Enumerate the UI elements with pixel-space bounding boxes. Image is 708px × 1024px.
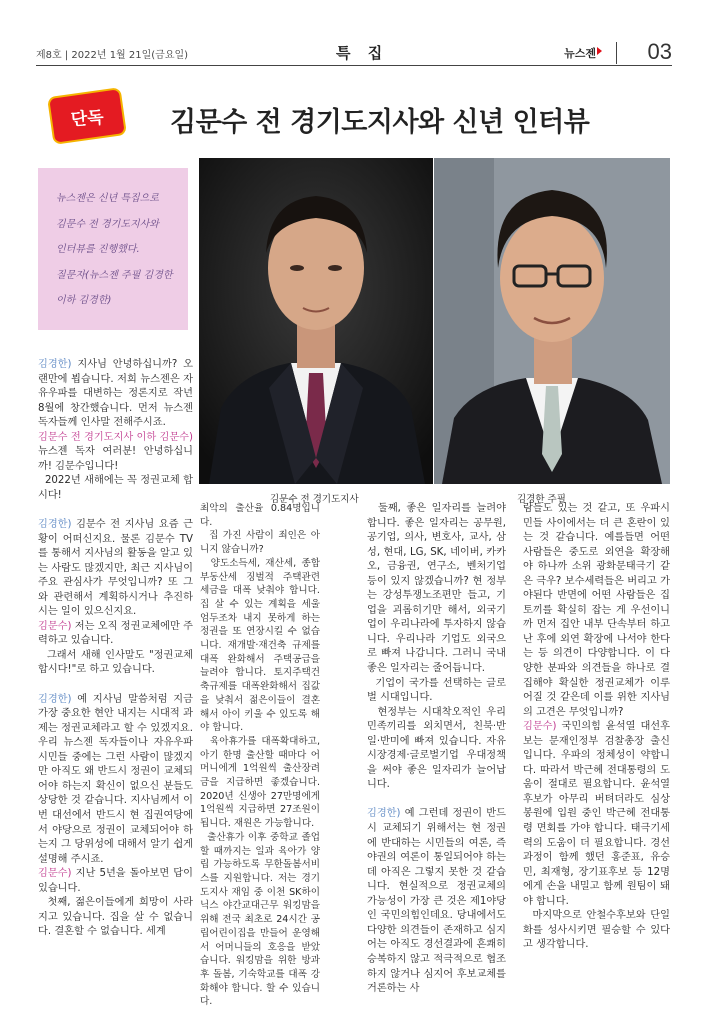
intro-box [38, 168, 188, 330]
paragraph [367, 706, 506, 793]
paragraph-text: 마지막으로 안철수후보와 단일화를 성사시키면 필승할 수 있다고 생각합니다. [523, 910, 670, 951]
paragraph-text: 람들도 있는 것 같고, 또 우파시민들 사이에서는 더 큰 혼란이 있는 것 같습니다. 예를들면 어떤 사람들은 중도로 외연을 확장해야 하나까 소위 광화문태극기 같은 극우? 보수세력들은 버리고 가야된다 반면에 어떤 사람들은 집토끼를 확실히 잡는 게 우선이니까 먼저 집안 내부 단속부터 하고난 후에 외연 확장에 나서야 한다는 등 의견이 다양합니다. 이 다양한 분파와 의견들을 하나로 결집해야 확실한 정권교체가 이루어질 것 같은데 이를 위한 지사님의 고견은 무엇입니까? [523, 503, 670, 718]
photo-kim-moonsoo [199, 158, 433, 484]
paragraph-text: 예 지사님 말씀처럼 지금 가장 중요한 현안 내지는 시대적 과제는 정권교체라고 할 수 있겠지요. 우리 뉴스젠 독자들이나 자유우파 시민들 중에는 그런 사람이 많겠지만 아직도 왜 반드시 정권이 교체되어야 하는지 확신이 없으신 분들도 상당한 것 같습니다. 지사님께서 이번 대선에서 반드시 현 집권여당에서 야당으로 정권이 교체되어야 하는지 그 당위성에 대해서 알기 쉽게 설명해 주시죠. [38, 693, 193, 865]
intro-line: 질문자(뉴스젠 주필 김경한 [56, 269, 173, 281]
paragraph [200, 831, 320, 1009]
article-column-3 [367, 502, 506, 997]
paragraph-text: 둘째, 좋은 일자리를 늘려야 합니다. 좋은 일자리는 공무원, 공기업, 의사, 변호사, 교사, 삼성, 현대, LG, SK, 네이버, 카카오, 금융권, 연구소, 벤처기업 등이 있지 않겠습니까? 현 정부는 강성투쟁노조편만 들고, 기업을 괴롭히기만 해서, 외국기업이 우리나라에 투자하지 않습니다. 우리나라 기업도 외국으로 빠져 나갑니다. 그러니 국내 좋은 일자리는 줄어듭니다. [367, 503, 506, 675]
paragraph-text: 출산휴가 이후 중학교 졸업할 때까지는 일과 육아가 양립 가능하도록 무한돌봄서비스를 지원합니다. 저는 경기도지사 재임 중 이천 SK하이닉스 야간교대근무 워킹맘을 위해 전국 최초로 24시간 공립어린이집을 만들어 운영해서 어머니들의 호응을 받았습니다. 워킹맘을 위한 방과후 돌봄, 기숙학교를 대폭 강화해야 합니다. 할 수 있습니다. [200, 831, 320, 1008]
speaker-label: 김경한) [367, 808, 401, 820]
paragraph-text: 예 그런데 정권이 반드시 교체되기 위해서는 현 정권에 반대하는 시민들의 여론, 즉 야권의 여론이 통일되어야 하는데 아직은 그렇지 못한 것 같습니다. 현실적으로 정권교체의 가능성이 가장 큰 것은 제1야당인 국민의힘인데요. 당내에서도 다양한 의견들이 존재하고 심지어는 아직도 경선결과에 흔쾌히 승복하지 않고 적극적으로 협조하지 않거나 심지어 후보교체를 거론하는 사 [367, 808, 506, 995]
speaker-label: 김문수) [38, 868, 72, 880]
speaker-label: 김경한) [38, 519, 72, 531]
paragraph-text: 첫째, 젊은이들에게 희망이 사라지고 있습니다. 집을 살 수 없습니다. 결혼할 수 없습니다. 세계 [38, 897, 193, 938]
header-divider [616, 42, 618, 64]
paragraph-text: 기업이 국가를 선택하는 글로벌 시대입니다. [367, 677, 506, 704]
page-header [36, 40, 672, 66]
paragraph [38, 693, 193, 868]
section-title: 특 집 [336, 44, 389, 62]
paragraph [523, 909, 670, 953]
paragraph [38, 649, 193, 678]
paragraph-text: 양도소득세, 재산세, 종합부동산세 징벌적 주택관련 세금을 대폭 낮춰야 합니다. 집 살 수 있는 계획을 세울 엄두조차 내지 못하게 하는 정권을 또 연장시킬 수 없습니다. 재개발·재건축 규제를 대폭 완화해서 주택공급을 늘려야 합니다. 토지주택건축규제를 대폭완화해서 집값을 낮춰서 젊은이들이 결혼해서 아이 키울 수 있도록 해야 합니다. [200, 557, 320, 734]
paragraph [523, 502, 670, 720]
paragraph-text: 육아휴가를 대폭확대하고, 아기 한명 출산할 때마다 어머니에게 1억원씩 출산장려금을 지급하면 좋겠습니다. 2020년 신생아 27만명에게 1억원씩 지급하면 27조원이 됩니다. 재원은 가능합니다. [200, 735, 320, 830]
photo-caption: 김문수 전 경기도지사 [270, 494, 359, 505]
paragraph [367, 677, 506, 706]
article-title: 김문수 전 경기도지사와 신년 인터뷰 [170, 107, 590, 138]
paragraph-text: 최악의 출산율 0.84명입니다. [200, 503, 320, 528]
paragraph [38, 474, 193, 503]
speaker-label: 김경한) [38, 693, 72, 705]
paragraph [38, 518, 193, 620]
speaker-label: 김경한) [38, 359, 72, 370]
speaker-label: 김문수) [523, 721, 557, 733]
paragraph [38, 620, 193, 649]
speaker-label: 김문수 전 경기도지사 이하 김문수) [38, 431, 193, 443]
exclusive-badge: 단독 [49, 89, 124, 142]
photo-caption: 김경한 주필 [517, 494, 566, 505]
paragraph [200, 502, 320, 529]
paragraph [367, 807, 506, 996]
paragraph [38, 867, 193, 896]
paragraph [200, 735, 320, 831]
intro-line: 김문수 전 경기도지사와 [56, 218, 159, 230]
paragraph-text: 2022년 새해에는 꼭 정권교체 합시다! [38, 475, 193, 501]
paragraph [200, 557, 320, 735]
photo-kim-kyunghan [434, 158, 670, 484]
article-column-4 [523, 502, 670, 953]
article-column-1 [38, 358, 193, 940]
paragraph [523, 720, 670, 909]
paragraph [38, 358, 193, 431]
paragraph-text: 그래서 새해 인사말도 "정권교체합시다!"로 하고 있습니다. [38, 649, 193, 676]
paragraph [38, 431, 193, 475]
intro-line: 인터뷰를 진행했다. [56, 244, 140, 255]
speaker-label: 김문수) [38, 620, 72, 632]
issue-info: 제8호 | 2022년 1월 21일(금요일) [36, 50, 189, 61]
paragraph [200, 529, 320, 556]
paragraph [38, 896, 193, 940]
paragraph-text: 저는 오직 정권교체에만 주력하고 있습니다. [38, 620, 193, 647]
paragraph-text: 뉴스젠 독자 여러분! 안녕하십니까! 김문수입니다! [38, 446, 193, 472]
paragraph-text: 김문수 전 지사님 요즘 근황이 어떠신지요. 물론 김문수 TV를 통해서 지사님의 활동을 알고 있는 사람도 많겠지만, 최근 지사님이 주요 관심사가 무엇입니까? 또 그와 관련해서 계획하시거나 추진하시는 일이 있으신지요. [38, 519, 193, 618]
paragraph-text: 국민의힘 윤석열 대선후보는 문재인정부 검찰총장 출신입니다. 우파의 정체성이 약합니다. 따라서 박근혜 전대통령의 도움이 절대로 필요합니다. 윤석열후보가 아무리 버텨더라도 심상봉원에 입원 중인 박근혜 전대통령 면회를 가야 합니다. 태극기세력의 도움이 더 필요합니다. 경선과정이 함께 했던 홍준표, 유승민, 최재형, 장기표후보 등 12명에게 손을 내밀고 함께 원팀이 돼야 합니다. [523, 721, 670, 907]
brand-logo: 뉴스젠 [564, 45, 602, 61]
paragraph-text: 집 가진 사람이 죄인은 아니지 않습니까? [200, 530, 320, 556]
page-number: 03 [647, 39, 672, 64]
paragraph-text: 지사님 안녕하십니까? 오랜만에 뵙습니다. 저희 뉴스젠은 자유우파를 대변하는 정론지로 작년 8월에 창간했습니다. 먼저 뉴스젠 독자들께 인사말 전해주시죠. [38, 359, 193, 429]
article-column-2 [200, 502, 320, 1009]
flag-icon [597, 47, 602, 55]
intro-line: 뉴스젠은 신년 특집으로 [56, 193, 159, 204]
paragraph [367, 502, 506, 677]
paragraph-text: 현정부는 시대착오적인 우리민족끼리를 외치면서, 친북·반일·반미에 빠져 있습니다. 자유시장경제·글로벌기업 우대정책을 써야 좋은 일자리가 늘어납니다. [367, 706, 506, 791]
paragraph-text: 지난 5년을 돌아보면 답이 있습니다. [38, 868, 193, 894]
intro-line: 이하 김경한) [56, 295, 112, 306]
